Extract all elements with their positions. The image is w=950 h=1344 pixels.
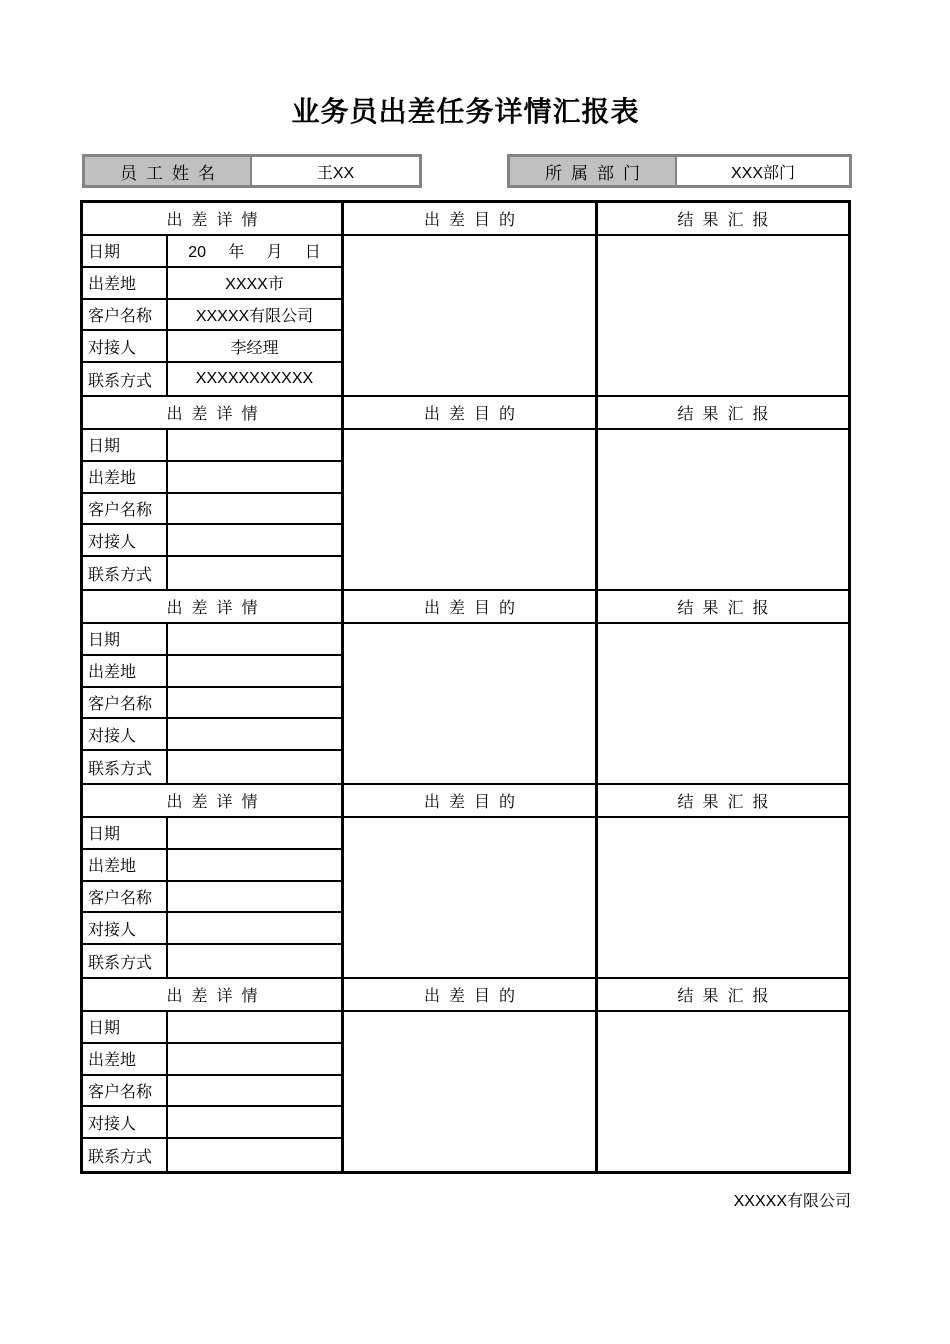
row-value-contact-person: [168, 525, 341, 557]
row-label-date: 日期: [83, 1012, 168, 1044]
row-label-date: 日期: [83, 624, 168, 656]
trip-report-table: [80, 200, 851, 1174]
row-label-date: 日期: [83, 430, 168, 462]
header-trip-purpose: 出差目的: [341, 397, 595, 430]
row-value-client: XXXXX有限公司: [168, 300, 341, 332]
row-label-destination: 出差地: [83, 1044, 168, 1076]
row-label-destination: 出差地: [83, 462, 168, 494]
employee-name-field: [82, 154, 422, 188]
row-value-destination: [168, 462, 341, 494]
row-label-contact-person: 对接人: [83, 719, 168, 751]
header-result-report: 结果汇报: [595, 203, 848, 236]
row-value-date: 20 年 月 日: [168, 236, 341, 268]
row-value-contact-person: [168, 719, 341, 751]
row-value-destination: [168, 1044, 341, 1076]
result-report-cell: [595, 1012, 848, 1171]
row-label-contact-person: 对接人: [83, 913, 168, 945]
header-trip-purpose: 出差目的: [341, 785, 595, 818]
result-report-cell: [595, 624, 848, 783]
row-label-contact-person: 对接人: [83, 331, 168, 363]
result-report-cell: [595, 236, 848, 395]
row-label-contact-person: 对接人: [83, 1107, 168, 1139]
header-result-report: 结果汇报: [595, 591, 848, 624]
department-field: [507, 154, 852, 188]
row-label-contact-info: 联系方式: [83, 1139, 168, 1171]
header-trip-purpose: 出差目的: [341, 979, 595, 1012]
row-value-contact-person: [168, 913, 341, 945]
row-label-contact-person: 对接人: [83, 525, 168, 557]
row-value-contact-person: [168, 1107, 341, 1139]
employee-name-value: 王XX: [316, 164, 355, 182]
row-value-contact-info: [168, 557, 341, 589]
row-value-contact-person: 李经理: [168, 331, 341, 363]
result-report-cell: [595, 818, 848, 977]
header-trip-details: 出差详情: [83, 979, 341, 1012]
row-value-date: [168, 624, 341, 656]
row-label-contact-info: 联系方式: [83, 363, 168, 395]
trip-section-1: [83, 203, 848, 395]
row-value-contact-info: XXXXXXXXXXX: [195, 370, 314, 388]
company-footer: XXXXX有限公司: [733, 1193, 851, 1210]
trip-purpose-cell: [341, 1012, 595, 1171]
row-label-client: 客户名称: [83, 688, 168, 720]
header-result-report: 结果汇报: [595, 979, 848, 1012]
trip-section-3: [83, 589, 848, 783]
header-result-report: 结果汇报: [595, 785, 848, 818]
header-trip-purpose: 出差目的: [341, 591, 595, 624]
row-label-contact-info: 联系方式: [83, 945, 168, 977]
row-value-client: [168, 882, 341, 914]
trip-purpose-cell: [341, 236, 595, 395]
result-report-cell: [595, 430, 848, 589]
header-result-report: 结果汇报: [595, 397, 848, 430]
trip-section-5: [83, 977, 848, 1171]
row-label-date: 日期: [83, 236, 168, 268]
row-value-destination: [168, 850, 341, 882]
row-value-contact-info: [168, 1139, 341, 1171]
row-label-destination: 出差地: [83, 656, 168, 688]
trip-purpose-cell: [341, 430, 595, 589]
row-label-client: 客户名称: [83, 882, 168, 914]
department-value: XXX部门: [730, 164, 796, 182]
trip-section-4: [83, 783, 848, 977]
row-value-client: [168, 1076, 341, 1108]
row-label-destination: 出差地: [83, 268, 168, 300]
header-trip-details: 出差详情: [83, 397, 341, 430]
row-value-date: [168, 818, 341, 850]
department-label: 所属部门: [510, 157, 677, 185]
row-label-contact-info: 联系方式: [83, 557, 168, 589]
row-label-client: 客户名称: [83, 494, 168, 526]
row-label-contact-info: 联系方式: [83, 751, 168, 783]
row-label-destination: 出差地: [83, 850, 168, 882]
row-label-client: 客户名称: [83, 1076, 168, 1108]
row-label-date: 日期: [83, 818, 168, 850]
row-value-client: [168, 688, 341, 720]
row-label-client: 客户名称: [83, 300, 168, 332]
row-value-date: [168, 1012, 341, 1044]
row-value-client: [168, 494, 341, 526]
page-title: 业务员出差任务详情汇报表: [291, 96, 640, 127]
header-trip-details: 出差详情: [83, 785, 341, 818]
row-value-contact-info: [168, 945, 341, 977]
row-value-date: [168, 430, 341, 462]
trip-section-2: [83, 395, 848, 589]
header-trip-purpose: 出差目的: [341, 203, 595, 236]
trip-purpose-cell: [341, 624, 595, 783]
row-value-destination: [168, 656, 341, 688]
trip-purpose-cell: [341, 818, 595, 977]
employee-name-label: 员工姓名: [85, 157, 252, 185]
header-trip-details: 出差详情: [83, 591, 341, 624]
row-value-destination: XXXX市: [168, 268, 341, 300]
row-value-contact-info: [168, 751, 341, 783]
header-trip-details: 出差详情: [83, 203, 341, 236]
